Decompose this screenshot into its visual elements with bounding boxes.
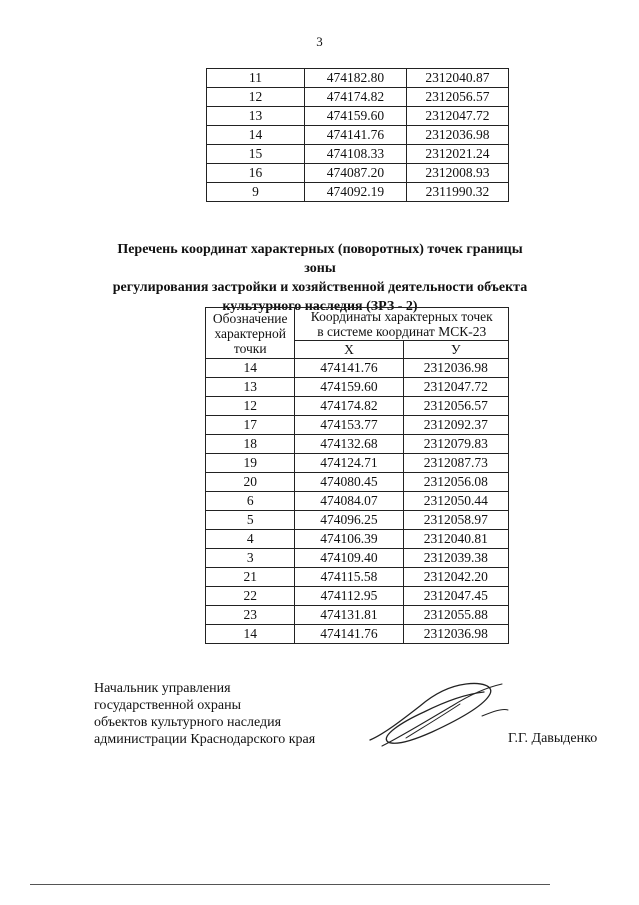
header-x: X: [295, 341, 403, 359]
point-number-cell: 13: [206, 378, 295, 397]
footer-rule: [30, 884, 550, 885]
point-number-cell: 16: [207, 164, 305, 183]
table-row: [206, 606, 509, 625]
table-row: [207, 145, 509, 164]
x-coordinate-cell: 474182.80: [304, 69, 406, 88]
table-row: [207, 126, 509, 145]
point-number-cell: 4: [206, 530, 295, 549]
x-coordinate-cell: 474124.71: [295, 454, 403, 473]
point-number-cell: 9: [207, 183, 305, 202]
point-number-cell: 23: [206, 606, 295, 625]
y-coordinate-cell: 2312079.83: [403, 435, 508, 454]
position-line: администрации Краснодарского края: [94, 732, 316, 747]
coordinates-table-body: [207, 69, 509, 202]
point-number-cell: 18: [206, 435, 295, 454]
table-row: [206, 416, 509, 435]
header-text: Обозначение: [212, 310, 288, 326]
x-coordinate-cell: 474159.60: [304, 107, 406, 126]
x-coordinate-cell: 474084.07: [295, 492, 403, 511]
y-coordinate-cell: 2312050.44: [403, 492, 508, 511]
table-row: [206, 511, 509, 530]
point-number-cell: 17: [206, 416, 295, 435]
y-coordinate-cell: 2312058.97: [403, 511, 508, 530]
y-coordinate-cell: 2312040.87: [406, 69, 508, 88]
point-number-cell: 12: [207, 88, 305, 107]
table-row: [206, 587, 509, 606]
header-text: характерной: [214, 325, 286, 341]
point-number-cell: 15: [207, 145, 305, 164]
x-coordinate-cell: 474087.20: [304, 164, 406, 183]
point-number-cell: 5: [206, 511, 295, 530]
page-number: 3: [316, 34, 323, 49]
y-coordinate-cell: 2311990.32: [406, 183, 508, 202]
x-coordinate-cell: 474106.39: [295, 530, 403, 549]
point-number-cell: 3: [206, 549, 295, 568]
x-coordinate-cell: 474141.76: [295, 625, 403, 644]
x-coordinate-cell: 474131.81: [295, 606, 403, 625]
y-coordinate-cell: 2312036.98: [403, 625, 508, 644]
section-title-line: Перечень координат характерных (поворотных) точек границы зоны: [117, 242, 523, 276]
y-coordinate-cell: 2312036.98: [406, 126, 508, 145]
point-number-cell: 11: [207, 69, 305, 88]
y-coordinate-cell: 2312039.38: [403, 549, 508, 568]
x-coordinate-cell: 474174.82: [304, 88, 406, 107]
header-y: У: [403, 341, 508, 359]
table-row: [206, 549, 509, 568]
point-number-cell: 6: [206, 492, 295, 511]
table-row: [206, 492, 509, 511]
table-row: [206, 625, 509, 644]
x-coordinate-cell: 474080.45: [295, 473, 403, 492]
position-line: Начальник управления: [94, 681, 231, 696]
point-number-cell: 14: [206, 625, 295, 644]
x-coordinate-cell: 474174.82: [295, 397, 403, 416]
point-number-cell: 13: [207, 107, 305, 126]
point-number-cell: 22: [206, 587, 295, 606]
header-point-label: [206, 308, 295, 359]
header-text: в системе координат МСК-23: [317, 324, 487, 339]
y-coordinate-cell: 2312036.98: [403, 359, 508, 378]
y-coordinate-cell: 2312056.08: [403, 473, 508, 492]
x-coordinate-cell: 474109.40: [295, 549, 403, 568]
point-number-cell: 20: [206, 473, 295, 492]
section-title-line: регулирования застройки и хозяйственной деятельности объекта: [112, 280, 528, 295]
point-number-cell: 19: [206, 454, 295, 473]
table-row: [206, 378, 509, 397]
header-coordinates: [295, 308, 509, 341]
table-row: [206, 473, 509, 492]
point-number-cell: 14: [207, 126, 305, 145]
y-coordinate-cell: 2312047.72: [403, 378, 508, 397]
x-coordinate-cell: 474112.95: [295, 587, 403, 606]
y-coordinate-cell: 2312008.93: [406, 164, 508, 183]
table-row: [207, 107, 509, 126]
x-coordinate-cell: 474141.76: [295, 359, 403, 378]
x-coordinate-cell: 474153.77: [295, 416, 403, 435]
zrz2-coordinates-table: [205, 307, 509, 644]
x-coordinate-cell: 474115.58: [295, 568, 403, 587]
x-coordinate-cell: 474141.76: [304, 126, 406, 145]
table-row: [206, 397, 509, 416]
signatory-position: [94, 680, 315, 748]
table-row: [206, 530, 509, 549]
position-line: государственной охраны: [94, 698, 242, 713]
header-row: [206, 308, 509, 341]
point-number-cell: 14: [206, 359, 295, 378]
table-row: [206, 435, 509, 454]
signatory-name: Г.Г. Давыденко: [508, 731, 598, 746]
x-coordinate-cell: 474159.60: [295, 378, 403, 397]
y-coordinate-cell: 2312021.24: [406, 145, 508, 164]
x-coordinate-cell: 474132.68: [295, 435, 403, 454]
y-coordinate-cell: 2312040.81: [403, 530, 508, 549]
y-coordinate-cell: 2312047.45: [403, 587, 508, 606]
point-number-cell: 12: [206, 397, 295, 416]
table-row: [207, 88, 509, 107]
y-coordinate-cell: 2312042.20: [403, 568, 508, 587]
y-coordinate-cell: 2312056.57: [406, 88, 508, 107]
point-number-cell: 21: [206, 568, 295, 587]
table-row: [206, 568, 509, 587]
y-coordinate-cell: 2312087.73: [403, 454, 508, 473]
table-row: [206, 454, 509, 473]
x-coordinate-cell: 474108.33: [304, 145, 406, 164]
handwritten-signature: [362, 676, 512, 756]
y-coordinate-cell: 2312056.57: [403, 397, 508, 416]
section-title: [100, 240, 540, 316]
header-text: Координаты характерных точек: [310, 309, 493, 324]
table-row: [207, 69, 509, 88]
coordinates-table-body: [206, 359, 509, 644]
table-row: [206, 359, 509, 378]
coordinates-table-continued: [206, 68, 509, 202]
position-line: объектов культурного наследия: [94, 715, 282, 730]
x-coordinate-cell: 474096.25: [295, 511, 403, 530]
x-coordinate-cell: 474092.19: [304, 183, 406, 202]
table-row: [207, 164, 509, 183]
y-coordinate-cell: 2312055.88: [403, 606, 508, 625]
table-header: [206, 308, 509, 359]
header-text: точки: [233, 340, 267, 356]
section-title-line: культурного наследия (ЗРЗ - 2): [222, 299, 418, 314]
table-row: [207, 183, 509, 202]
y-coordinate-cell: 2312047.72: [406, 107, 508, 126]
y-coordinate-cell: 2312092.37: [403, 416, 508, 435]
